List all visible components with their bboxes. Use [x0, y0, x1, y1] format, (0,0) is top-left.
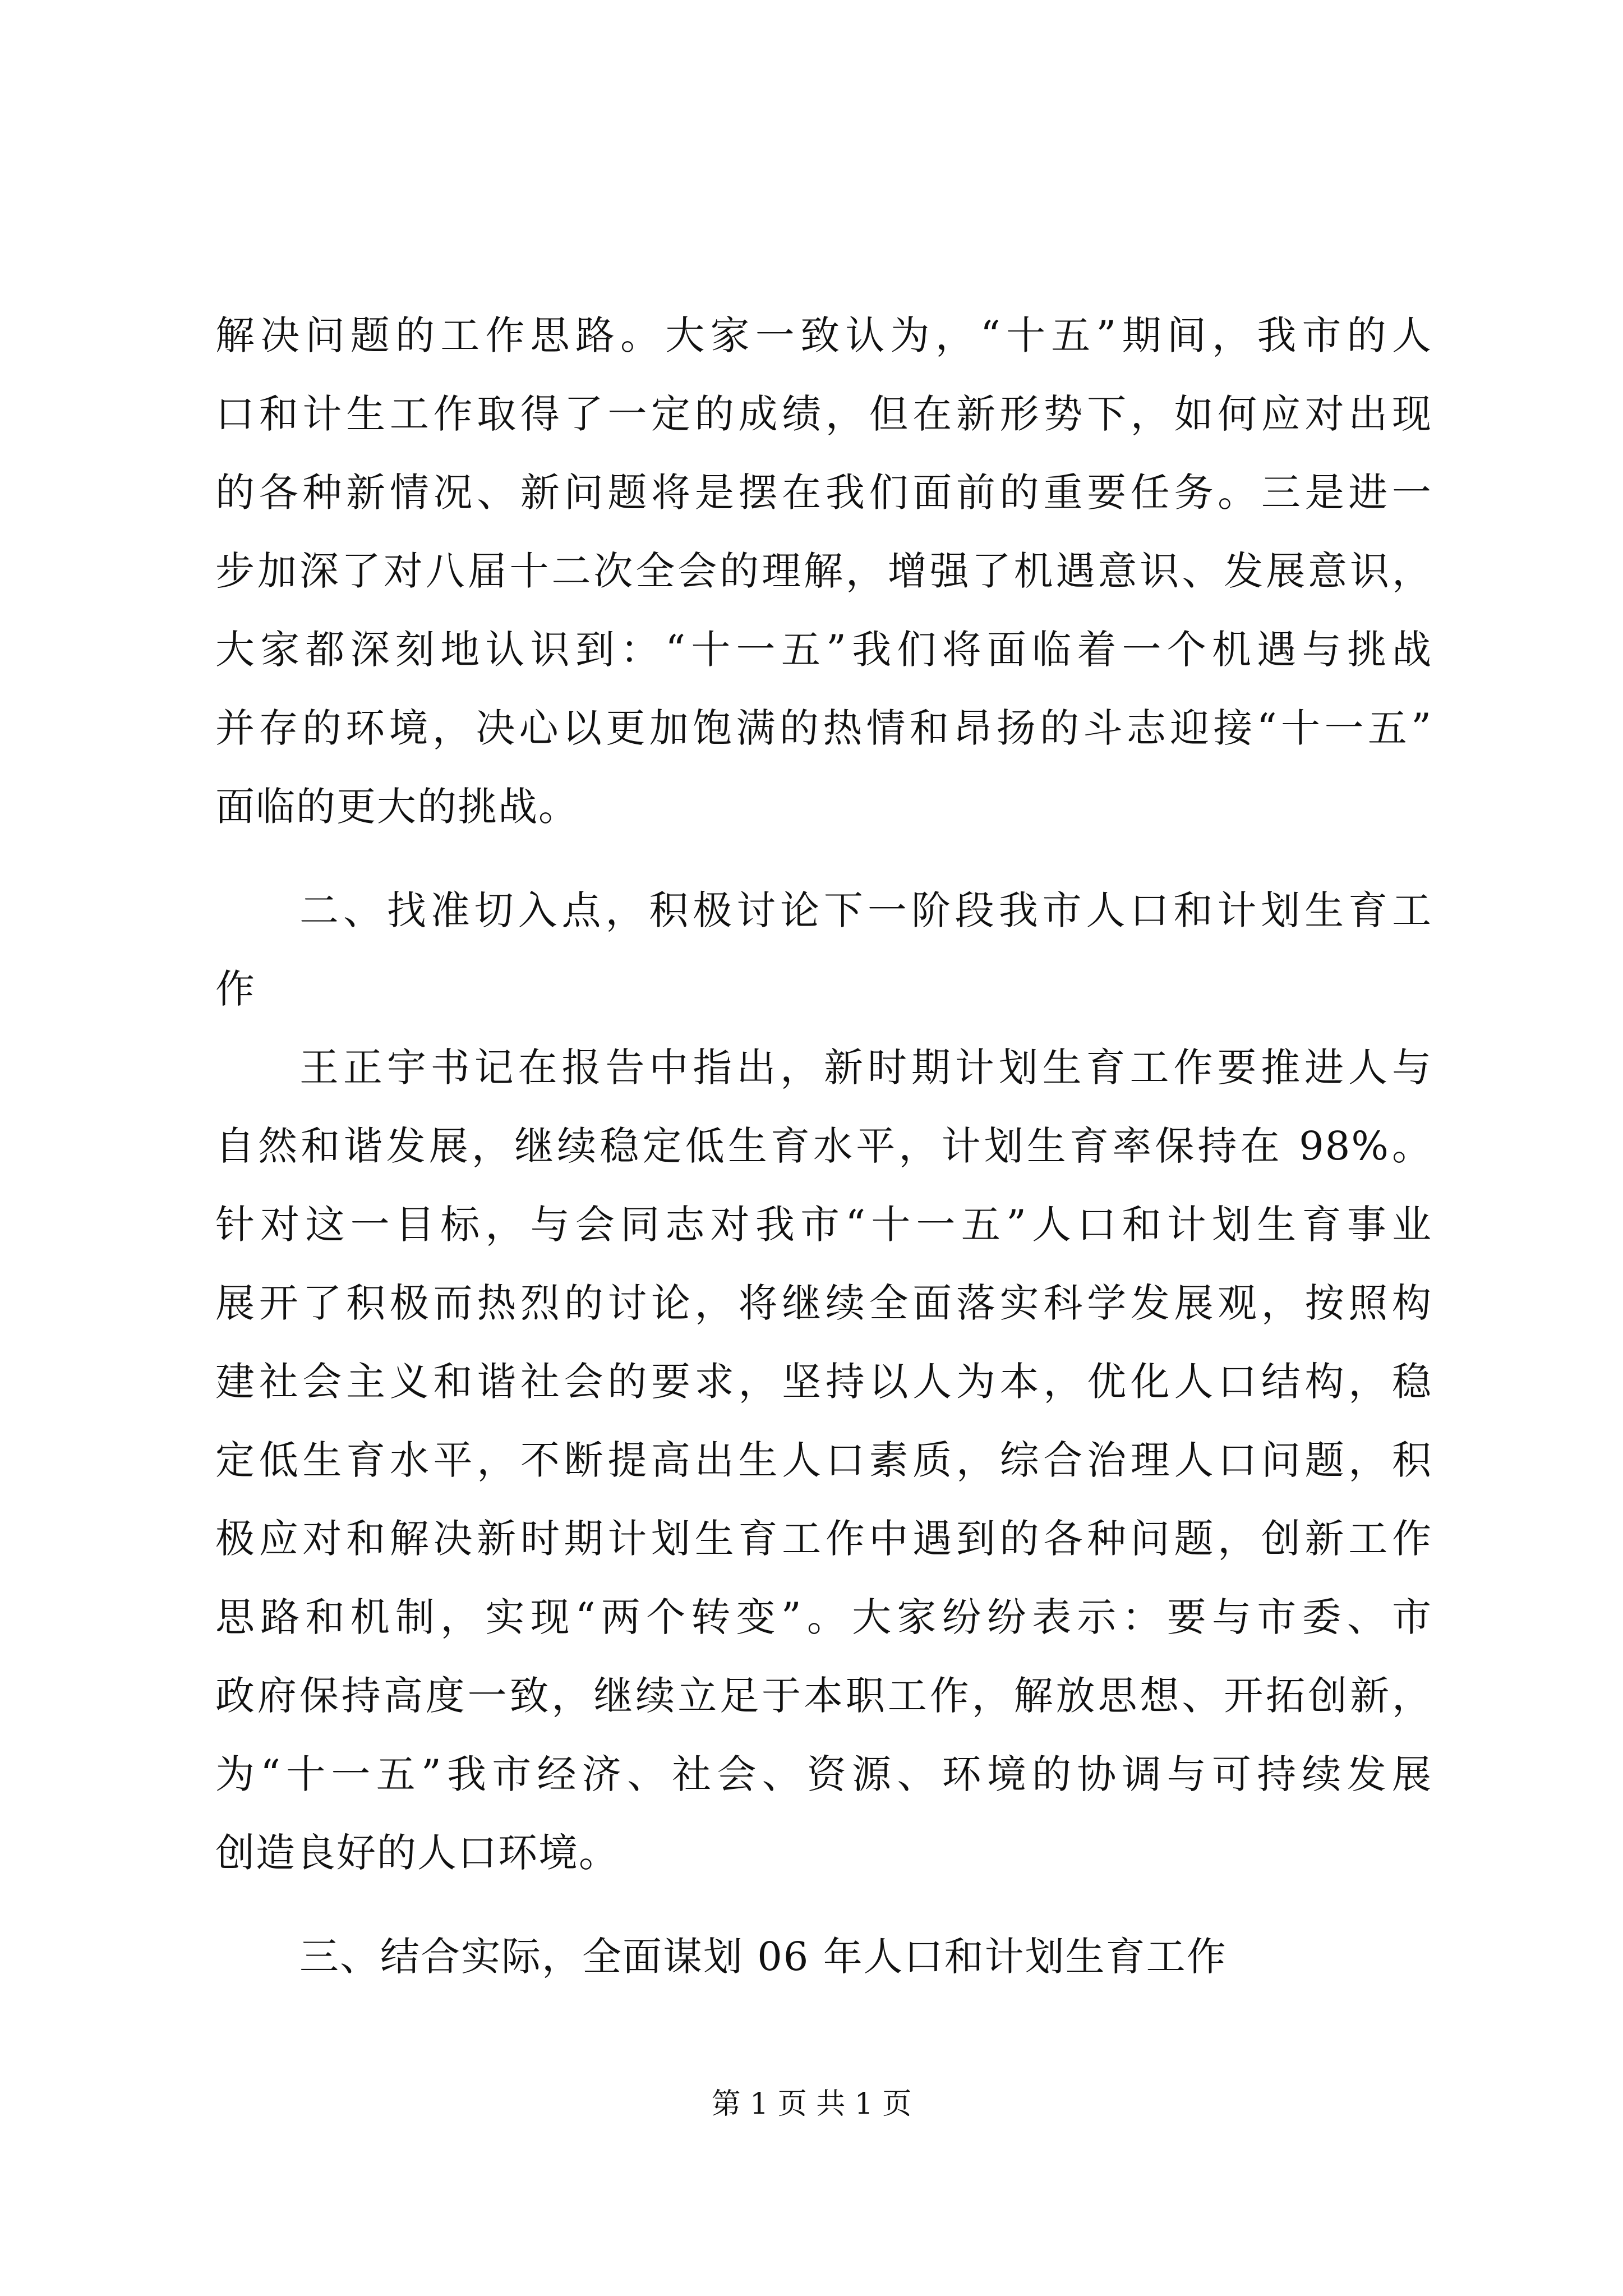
text-line: 口和计生工作取得了一定的成绩，但在新形势下，如何应对出现: [215, 391, 1432, 437]
text-line: 面临的更大的挑战。: [215, 784, 579, 830]
text-line: 王正宇书记在报告中指出，新时期计划生育工作要推进人与: [299, 1045, 1432, 1091]
section-heading: 三、结合实际，全面谋划 06 年人口和计划生育工作: [299, 1934, 1227, 1980]
text-line: 针对这一目标，与会同志对我市“十一五”人口和计划生育事业: [215, 1202, 1432, 1248]
text-line: 政府保持高度一致，继续立足于本职工作，解放思想、开拓创新，: [215, 1673, 1432, 1719]
section-heading-continued: 作: [215, 966, 256, 1012]
text-line: 为“十一五”我市经济、社会、资源、环境的协调与可持续发展: [215, 1751, 1432, 1797]
text-line: 定低生育水平，不断提高出生人口素质，综合治理人口问题，积: [215, 1437, 1432, 1483]
page-footer: 第 1 页 共 1 页: [711, 2087, 912, 2121]
text-line: 的各种新情况、新问题将是摆在我们面前的重要任务。三是进一: [215, 470, 1432, 516]
text-line: 大家都深刻地认识到：“十一五”我们将面临着一个机遇与挑战: [215, 627, 1432, 673]
text-line: 步加深了对八届十二次全会的理解，增强了机遇意识、发展意识，: [215, 548, 1432, 594]
text-line: 展开了积极而热烈的讨论，将继续全面落实科学发展观，按照构: [215, 1280, 1432, 1326]
text-line: 解决问题的工作思路。大家一致认为，“十五”期间，我市的人: [215, 312, 1432, 358]
section-heading: 二、找准切入点，积极讨论下一阶段我市人口和计划生育工: [299, 887, 1432, 933]
text-line: 极应对和解决新时期计划生育工作中遇到的各种问题，创新工作: [215, 1516, 1432, 1562]
text-line: 自然和谐发展，继续稳定低生育水平，计划生育率保持在 98%。: [215, 1123, 1432, 1169]
text-line: 并存的环境，决心以更加饱满的热情和昂扬的斗志迎接“十一五”: [215, 705, 1432, 751]
text-line: 建社会主义和谐社会的要求，坚持以人为本，优化人口结构，稳: [215, 1359, 1432, 1405]
text-line: 思路和机制，实现“两个转变”。大家纷纷表示：要与市委、市: [215, 1594, 1432, 1640]
text-line: 创造良好的人口环境。: [215, 1830, 619, 1876]
